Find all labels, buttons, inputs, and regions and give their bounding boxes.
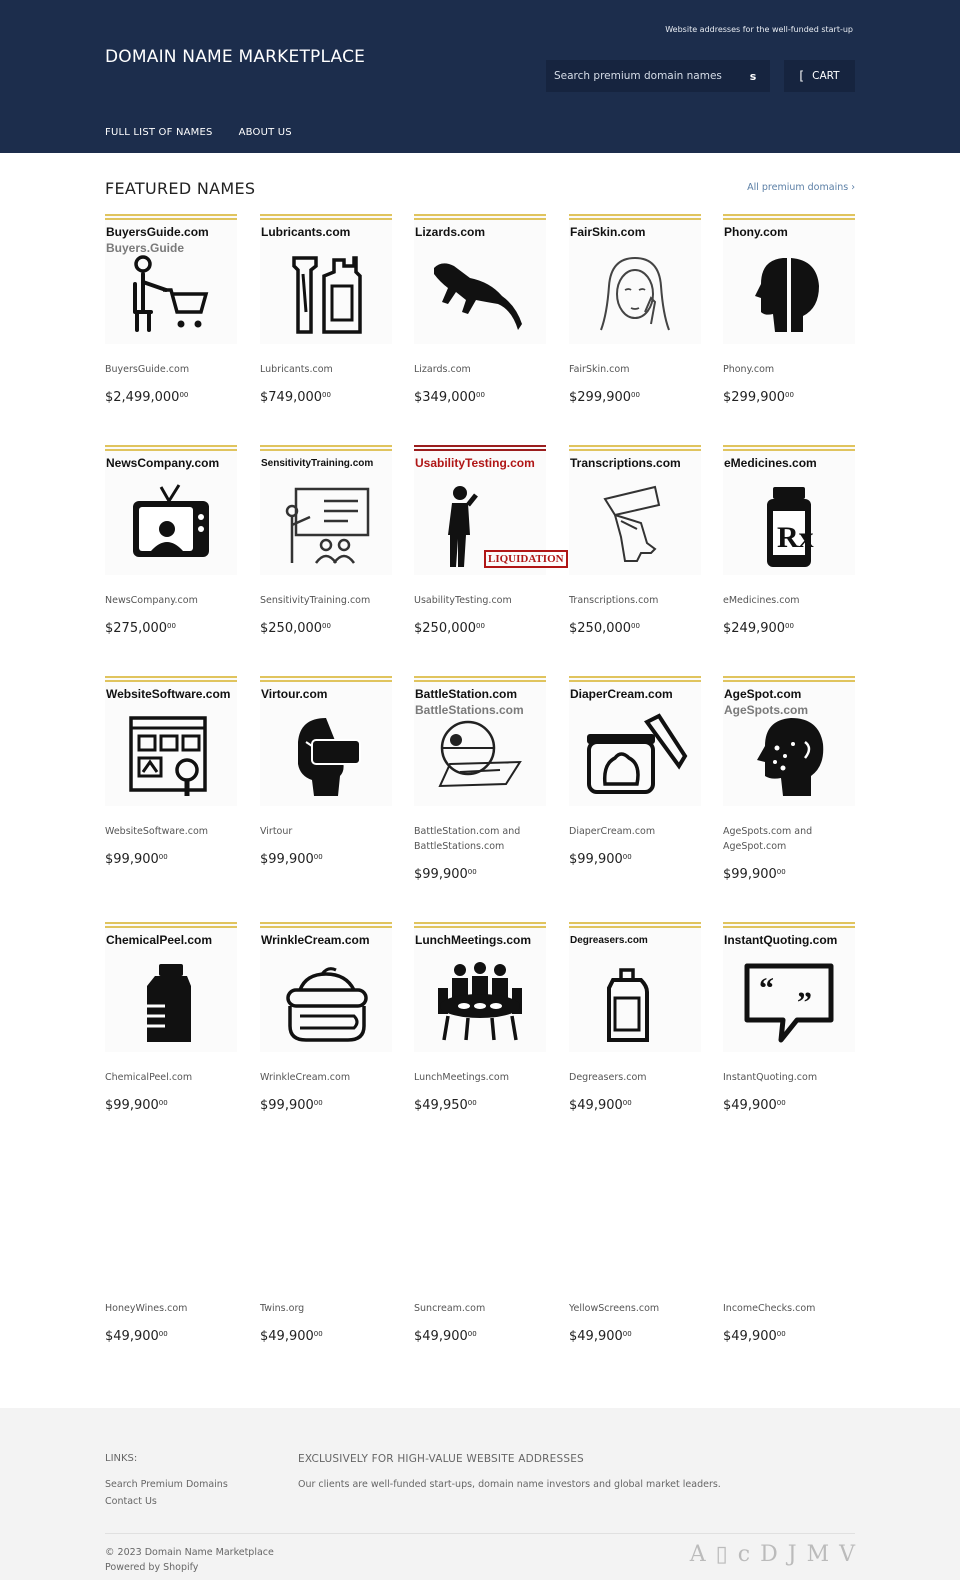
search-button[interactable]: s: [736, 60, 770, 92]
thumb-title: WebsiteSoftware.com: [106, 687, 231, 701]
product-price: $99,900$^{00}$: [414, 867, 477, 882]
product-price: $299,900$^{00}$: [723, 390, 794, 405]
woman-face-icon: [585, 252, 685, 338]
nav-full-list[interactable]: FULL LIST OF NAMES: [105, 127, 213, 138]
product-name[interactable]: Degreasers.com: [569, 1072, 647, 1083]
product-name[interactable]: WebsiteSoftware.com: [105, 826, 209, 837]
product-name[interactable]: ChemicalPeel.com: [105, 1072, 193, 1083]
product-name[interactable]: IncomeChecks.com: [723, 1303, 816, 1314]
product-price: $2,499,000$^{00}$: [105, 390, 189, 405]
product-price: $99,900$^{00}$: [260, 1098, 323, 1113]
product-price: $49,900$^{00}$: [723, 1098, 786, 1113]
thumb-subtitle: AgeSpots.com: [724, 703, 809, 717]
footer-text: Our clients are well-funded start-ups, domain name investors and global market leaders.: [298, 1479, 721, 1490]
product-name[interactable]: BuyersGuide.com: [105, 364, 190, 375]
product-thumbnail[interactable]: [569, 445, 701, 575]
thumb-title: ChemicalPeel.com: [106, 933, 213, 947]
product-thumbnail[interactable]: [723, 676, 855, 806]
thumb-title: Degreasers.com: [570, 935, 648, 946]
product-price: $49,900$^{00}$: [105, 1329, 168, 1344]
amex-icon: A: [689, 1542, 706, 1567]
cart-icon: [: [799, 69, 805, 83]
site-header: [0, 0, 960, 153]
product-thumbnail[interactable]: [260, 922, 392, 1052]
visa-icon: V: [839, 1542, 855, 1567]
product-name[interactable]: Phony.com: [723, 364, 775, 375]
copyright: © 2023 Domain Name Marketplace: [105, 1547, 274, 1558]
thumb-title: Phony.com: [724, 225, 788, 239]
product-thumbnail[interactable]: [723, 445, 855, 575]
payment-icons: [690, 1542, 855, 1567]
product-price: $99,900$^{00}$: [569, 852, 632, 867]
thumb-title: SensitivityTraining.com: [261, 458, 374, 469]
discover-icon: D: [760, 1542, 778, 1567]
product-price: $49,900$^{00}$: [723, 1329, 786, 1344]
thumb-title: WrinkleCream.com: [261, 933, 370, 947]
product-name[interactable]: YellowScreens.com: [569, 1303, 660, 1314]
lizard-icon: [430, 252, 530, 338]
product-name[interactable]: Virtour: [260, 826, 293, 837]
pharaoh-head-icon: [585, 483, 685, 569]
thumb-title: Lizards.com: [415, 225, 486, 239]
product-name[interactable]: BattleStation.com and BattleStations.com: [414, 826, 521, 852]
jcb-icon: J: [787, 1542, 797, 1567]
svg-text:”: ”: [797, 986, 812, 1019]
product-name[interactable]: AgeSpots.com and AgeSpot.com: [723, 826, 813, 852]
product-name[interactable]: Transcriptions.com: [569, 595, 659, 606]
product-name[interactable]: LunchMeetings.com: [414, 1072, 509, 1083]
product-price: $99,900$^{00}$: [105, 852, 168, 867]
product-name[interactable]: Lizards.com: [414, 364, 471, 375]
product-thumbnail[interactable]: [414, 214, 546, 344]
product-thumbnail[interactable]: [569, 214, 701, 344]
thumb-title: BuyersGuide.com: [106, 225, 209, 239]
thumb-subtitle: Buyers.Guide: [106, 241, 185, 255]
thumb-title: Transcriptions.com: [570, 456, 681, 470]
battle-station-icon: [430, 714, 530, 800]
thumb-title: eMedicines.com: [724, 456, 817, 470]
site-logo[interactable]: DOMAIN NAME MARKETPLACE: [105, 47, 366, 67]
quote-bubble-icon: [739, 960, 839, 1046]
degreaser-bottle-icon: [585, 960, 685, 1046]
product-thumbnail[interactable]: [723, 922, 855, 1052]
nav-about-us[interactable]: ABOUT US: [238, 127, 292, 138]
mastercard-icon: M: [806, 1542, 830, 1567]
spotted-head-icon: [739, 714, 839, 800]
product-name[interactable]: HoneyWines.com: [105, 1303, 188, 1314]
product-name[interactable]: Suncream.com: [414, 1303, 486, 1314]
main-nav: [105, 127, 292, 138]
product-price: $250,000$^{00}$: [569, 621, 640, 636]
product-price: $49,900$^{00}$: [260, 1329, 323, 1344]
product-price: $99,900$^{00}$: [723, 867, 786, 882]
section-title: FEATURED NAMES: [105, 179, 256, 198]
product-thumbnail[interactable]: [260, 214, 392, 344]
search-form: [546, 60, 770, 92]
product-price: $250,000$^{00}$: [260, 621, 331, 636]
product-price: $249,900$^{00}$: [723, 621, 794, 636]
product-thumbnail[interactable]: [105, 445, 237, 575]
product-thumbnail[interactable]: [569, 922, 701, 1052]
thumb-title: LunchMeetings.com: [415, 933, 532, 947]
tagline: Website addresses for the well-funded start-up: [665, 25, 853, 34]
product-price: $99,900$^{00}$: [260, 852, 323, 867]
product-name[interactable]: UsabilityTesting.com: [414, 595, 512, 606]
product-price: $275,000$^{00}$: [105, 621, 176, 636]
product-name[interactable]: InstantQuoting.com: [723, 1072, 818, 1083]
cream-jar-icon: [585, 714, 685, 800]
prescription-bottle-icon: [739, 483, 839, 569]
product-name[interactable]: FairSkin.com: [569, 364, 630, 375]
product-price: $349,000$^{00}$: [414, 390, 485, 405]
product-thumbnail[interactable]: [569, 676, 701, 806]
product-thumbnail[interactable]: [260, 676, 392, 806]
thumb-title: Virtour.com: [261, 687, 328, 701]
two-face-head-icon: [739, 252, 839, 338]
product-thumbnail[interactable]: [105, 676, 237, 806]
thumb-title: Lubricants.com: [261, 225, 351, 239]
thumb-subtitle: BattleStations.com: [415, 703, 524, 717]
footer-link-search[interactable]: Search Premium Domains: [105, 1479, 228, 1490]
svg-text:Rx: Rx: [777, 521, 814, 554]
thumb-title: FairSkin.com: [570, 225, 646, 239]
apple-pay-icon: ▯: [715, 1542, 728, 1567]
product-price: $299,900$^{00}$: [569, 390, 640, 405]
product-name[interactable]: WrinkleCream.com: [260, 1072, 351, 1083]
thumb-title: UsabilityTesting.com: [415, 456, 535, 470]
thumb-title: NewsCompany.com: [106, 456, 220, 470]
cart-label: CART: [812, 70, 840, 82]
footer-link-contact[interactable]: Contact Us: [105, 1496, 157, 1507]
liquidation-stamp: LIQUIDATION: [484, 550, 568, 568]
product-name[interactable]: Twins.org: [260, 1303, 305, 1314]
product-thumbnail[interactable]: [105, 922, 237, 1052]
product-price: $99,900$^{00}$: [105, 1098, 168, 1113]
powered-by[interactable]: Powered by Shopify: [105, 1562, 199, 1573]
product-thumbnail[interactable]: [260, 445, 392, 575]
cart-button[interactable]: [784, 60, 855, 92]
svg-text:“: “: [759, 972, 774, 1005]
product-name[interactable]: DiaperCream.com: [569, 826, 656, 837]
product-thumbnail[interactable]: [105, 214, 237, 344]
footer-links-title: LINKS:: [105, 1453, 138, 1464]
footer-heading: EXCLUSIVELY FOR HIGH-VALUE WEBSITE ADDRESSES: [298, 1453, 584, 1465]
tv-news-icon: [121, 483, 221, 569]
chemical-bottle-icon: [121, 960, 221, 1046]
footer-divider: [105, 1533, 855, 1534]
vr-headset-icon: [276, 714, 376, 800]
product-price: $49,900$^{00}$: [569, 1329, 632, 1344]
meeting-table-icon: [430, 960, 530, 1046]
product-price: $749,000$^{00}$: [260, 390, 331, 405]
product-thumbnail[interactable]: [414, 445, 564, 575]
shopper-cart-icon: [121, 252, 221, 338]
product-name[interactable]: SensitivityTraining.com: [260, 595, 371, 606]
product-thumbnail[interactable]: [414, 676, 546, 806]
thumb-title: AgeSpot.com: [724, 687, 802, 701]
lubricant-bottles-icon: [276, 252, 376, 338]
product-thumbnail[interactable]: [414, 922, 546, 1052]
product-name[interactable]: eMedicines.com: [723, 595, 800, 606]
training-presentation-icon: [276, 483, 376, 569]
thumb-title: BattleStation.com: [415, 687, 518, 701]
product-price: $49,900$^{00}$: [569, 1098, 632, 1113]
website-search-icon: [121, 714, 221, 800]
product-name[interactable]: NewsCompany.com: [105, 595, 198, 606]
product-price: $49,900$^{00}$: [414, 1329, 477, 1344]
product-thumbnail[interactable]: [723, 214, 855, 344]
product-price: $49,950$^{00}$: [414, 1098, 477, 1113]
product-price: $250,000$^{00}$: [414, 621, 485, 636]
product-name[interactable]: Lubricants.com: [260, 364, 333, 375]
thumb-title: InstantQuoting.com: [724, 933, 838, 947]
cream-jar-open-icon: [276, 960, 376, 1046]
diners-icon: c: [737, 1542, 751, 1567]
all-premium-domains-link[interactable]: All premium domains ›: [747, 182, 855, 193]
thumb-title: DiaperCream.com: [570, 687, 673, 701]
search-input[interactable]: [546, 60, 736, 92]
